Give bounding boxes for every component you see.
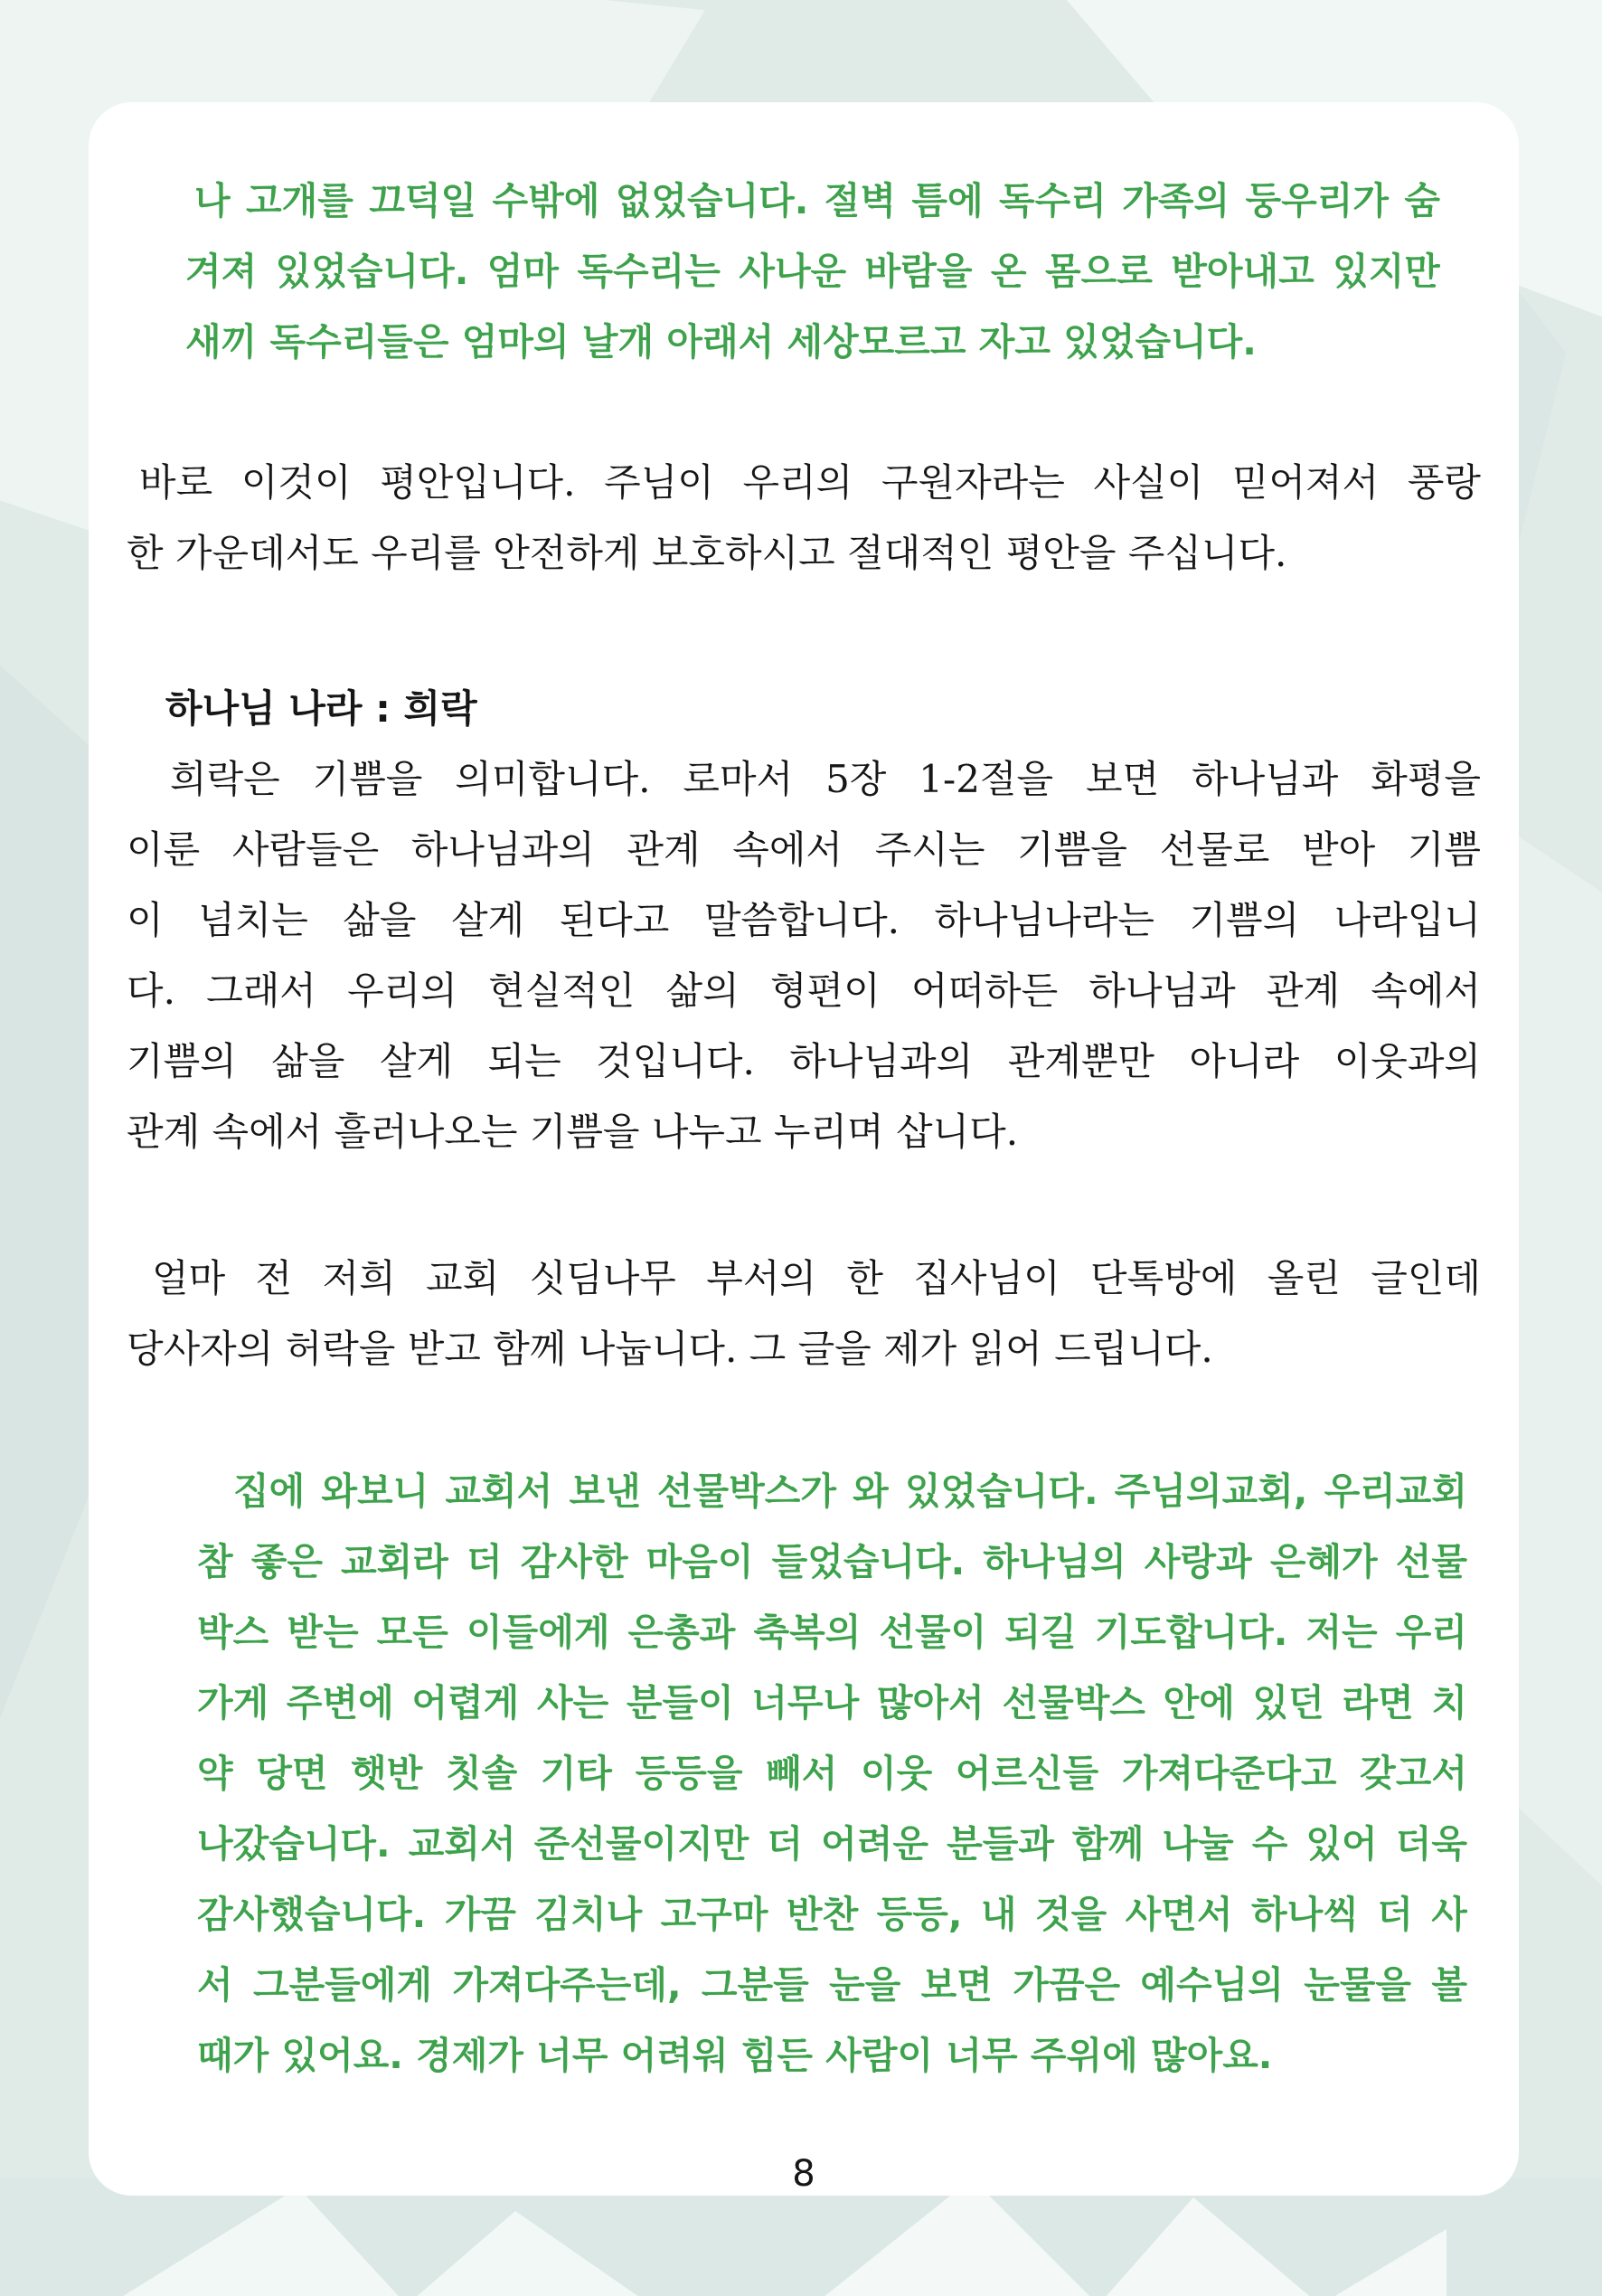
paragraph-testimony-intro — [127, 1243, 1481, 1384]
quote-block-eagle — [185, 165, 1440, 377]
section-heading: 하나님 나라 : 희락 — [165, 686, 477, 731]
text-line: 서 그분들에게 가져다주는데, 그분들 눈을 보면 가끔은 예수님의 눈물을 볼 — [197, 1963, 1467, 2007]
text-line: 집에 와보니 교회서 보낸 선물박스가 와 있었습니다. 주님의교회, 우리교회 — [233, 1469, 1467, 1513]
content-card — [89, 102, 1519, 2196]
text-line: 다. 그래서 우리의 현실적인 삶의 형편이 어떠하든 하나님과 관계 속에서 — [127, 968, 1481, 1013]
text-line: 참 좋은 교회라 더 감사한 마음이 들었습니다. 하나님의 사랑과 은혜가 선물 — [197, 1540, 1467, 1583]
text-line: 얼마 전 저희 교회 싯딤나무 부서의 한 집사님이 단톡방에 올린 글인데 — [152, 1256, 1481, 1300]
paragraph-peace — [127, 448, 1481, 589]
text-line: 약 당면 햇반 칫솔 기타 등등을 빼서 이웃 어르신들 가져다준다고 갖고서 — [197, 1752, 1467, 1795]
text-line: 한 가운데서도 우리를 안전하게 보호하시고 절대적인 평안을 주십니다. — [127, 531, 1287, 575]
quote-block-giftbox — [197, 1456, 1467, 2091]
text-line: 희락은 기쁨을 의미합니다. 로마서 5장 1-2절을 보면 하나님과 화평을 — [170, 757, 1481, 801]
text-line: 나 고개를 끄덕일 수밖에 없었습니다. 절벽 틈에 독수리 가족의 둥우리가 숨 — [194, 179, 1440, 222]
text-line: 때가 있어요. 경제가 너무 어려워 힘든 사람이 너무 주위에 많아요. — [197, 2034, 1273, 2077]
text-line: 바로 이것이 평안입니다. 주님이 우리의 구원자라는 사실이 믿어져서 풍랑 — [139, 460, 1481, 505]
text-line: 이룬 사람들은 하나님과의 관계 속에서 주시는 기쁨을 선물로 받아 기쁨 — [127, 827, 1481, 872]
paragraph-joy — [127, 744, 1481, 1167]
text-line: 당사자의 허락을 받고 함께 나눕니다. 그 글을 제가 읽어 드립니다. — [127, 1327, 1213, 1371]
text-line: 기쁨의 삶을 살게 되는 것입니다. 하나님과의 관계뿐만 아니라 이웃과의 — [127, 1039, 1481, 1083]
text-line: 나갔습니다. 교회서 준선물이지만 더 어려운 분들과 함께 나눌 수 있어 더욱 — [197, 1822, 1467, 1866]
text-line: 가게 주변에 어렵게 사는 분들이 너무나 많아서 선물박스 안에 있던 라면 치 — [197, 1681, 1467, 1724]
text-line: 이 넘치는 삶을 살게 된다고 말씀합니다. 하나님나라는 기쁨의 나라입니 — [127, 898, 1481, 942]
text-line: 박스 받는 모든 이들에게 은총과 축복의 선물이 되길 기도합니다. 저는 우리 — [197, 1611, 1467, 1654]
text-line: 관계 속에서 흘러나오는 기쁨을 나누고 누리며 삽니다. — [127, 1110, 1019, 1154]
text-line: 감사했습니다. 가끔 김치나 고구마 반찬 등등, 내 것을 사면서 하나씩 더 사 — [197, 1893, 1467, 1936]
text-line: 새끼 독수리들은 엄마의 날개 아래서 세상모르고 자고 있었습니다. — [185, 320, 1257, 364]
page-number: 8 — [792, 2153, 815, 2195]
text-line: 겨져 있었습니다. 엄마 독수리는 사나운 바람을 온 몸으로 받아내고 있지만 — [185, 250, 1440, 293]
